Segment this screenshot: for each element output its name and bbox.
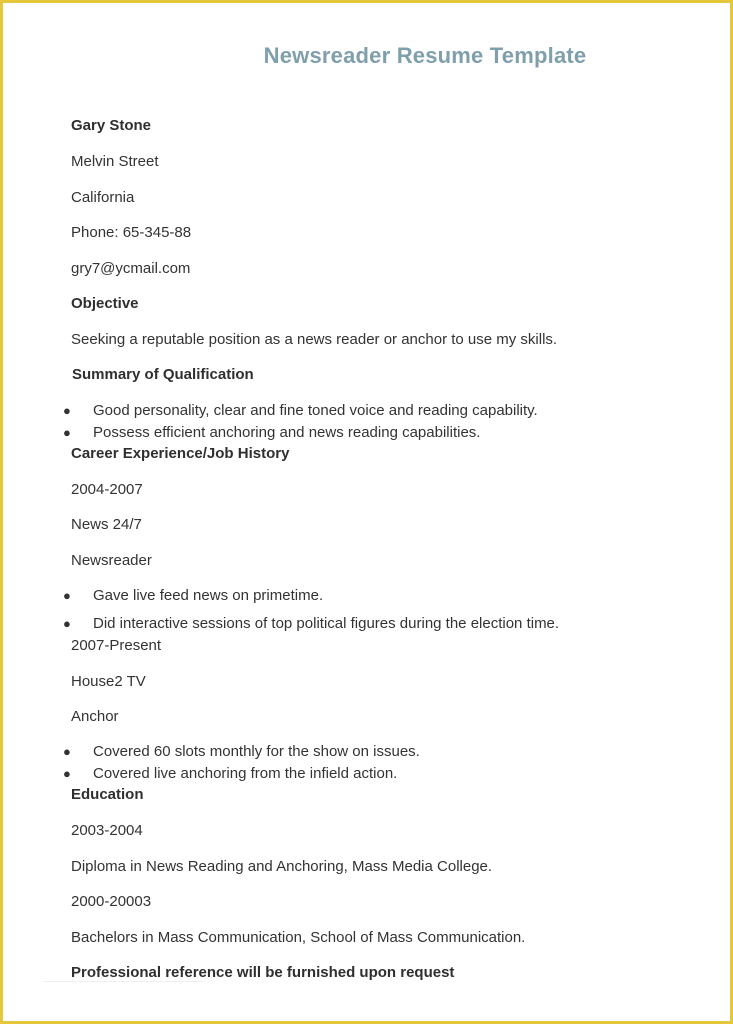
education-detail: Bachelors in Mass Communication, School of Mass Communication. <box>71 929 526 946</box>
footer-divider <box>43 981 203 982</box>
list-item <box>63 765 397 783</box>
address-street: Melvin Street <box>71 153 159 170</box>
list-item <box>63 743 420 761</box>
qualification-item: Possess efficient anchoring and news reading capabilities. <box>93 424 481 441</box>
bullet-icon: ● <box>63 766 71 781</box>
career-heading: Career Experience/Job History <box>71 445 290 462</box>
qualification-item: Good personality, clear and fine toned voice and reading capability. <box>93 402 538 419</box>
job-period: 2007-Present <box>71 637 162 654</box>
job-duty: Did interactive sessions of top political figures during the election time. <box>93 615 560 632</box>
bullet-icon: ● <box>63 744 71 759</box>
bullet-icon: ● <box>63 616 71 631</box>
education-heading: Education <box>71 786 144 803</box>
reference-note: Professional reference will be furnished upon request <box>71 964 455 981</box>
address-state: California <box>71 189 135 206</box>
document-title: Newsreader Resume Template <box>263 43 587 68</box>
job-duty: Gave live feed news on primetime. <box>93 587 324 604</box>
email-address: gry7@ycmail.com <box>71 260 191 277</box>
bullet-icon: ● <box>63 425 71 440</box>
education-period: 2003-2004 <box>71 822 143 839</box>
objective-heading: Objective <box>71 295 139 312</box>
job-role: Newsreader <box>71 552 152 569</box>
list-item <box>63 615 559 633</box>
job-company: News 24/7 <box>71 516 142 533</box>
bullet-icon: ● <box>63 403 71 418</box>
education-period: 2000-20003 <box>71 893 152 910</box>
phone-number: Phone: 65-345-88 <box>71 224 192 241</box>
job-company: House2 TV <box>71 673 146 690</box>
candidate-name: Gary Stone <box>71 117 152 134</box>
qualification-heading: Summary of Qualification <box>72 366 254 383</box>
job-period: 2004-2007 <box>71 481 143 498</box>
job-duty: Covered live anchoring from the infield action. <box>93 765 398 782</box>
job-role: Anchor <box>71 708 119 725</box>
job-duty: Covered 60 slots monthly for the show on issues. <box>93 743 420 760</box>
education-detail: Diploma in News Reading and Anchoring, Mass Media College. <box>71 858 493 875</box>
list-item <box>63 424 480 442</box>
bullet-icon: ● <box>63 588 71 603</box>
objective-text: Seeking a reputable position as a news reader or anchor to use my skills. <box>71 331 558 348</box>
list-item <box>63 587 323 605</box>
list-item <box>63 402 538 420</box>
